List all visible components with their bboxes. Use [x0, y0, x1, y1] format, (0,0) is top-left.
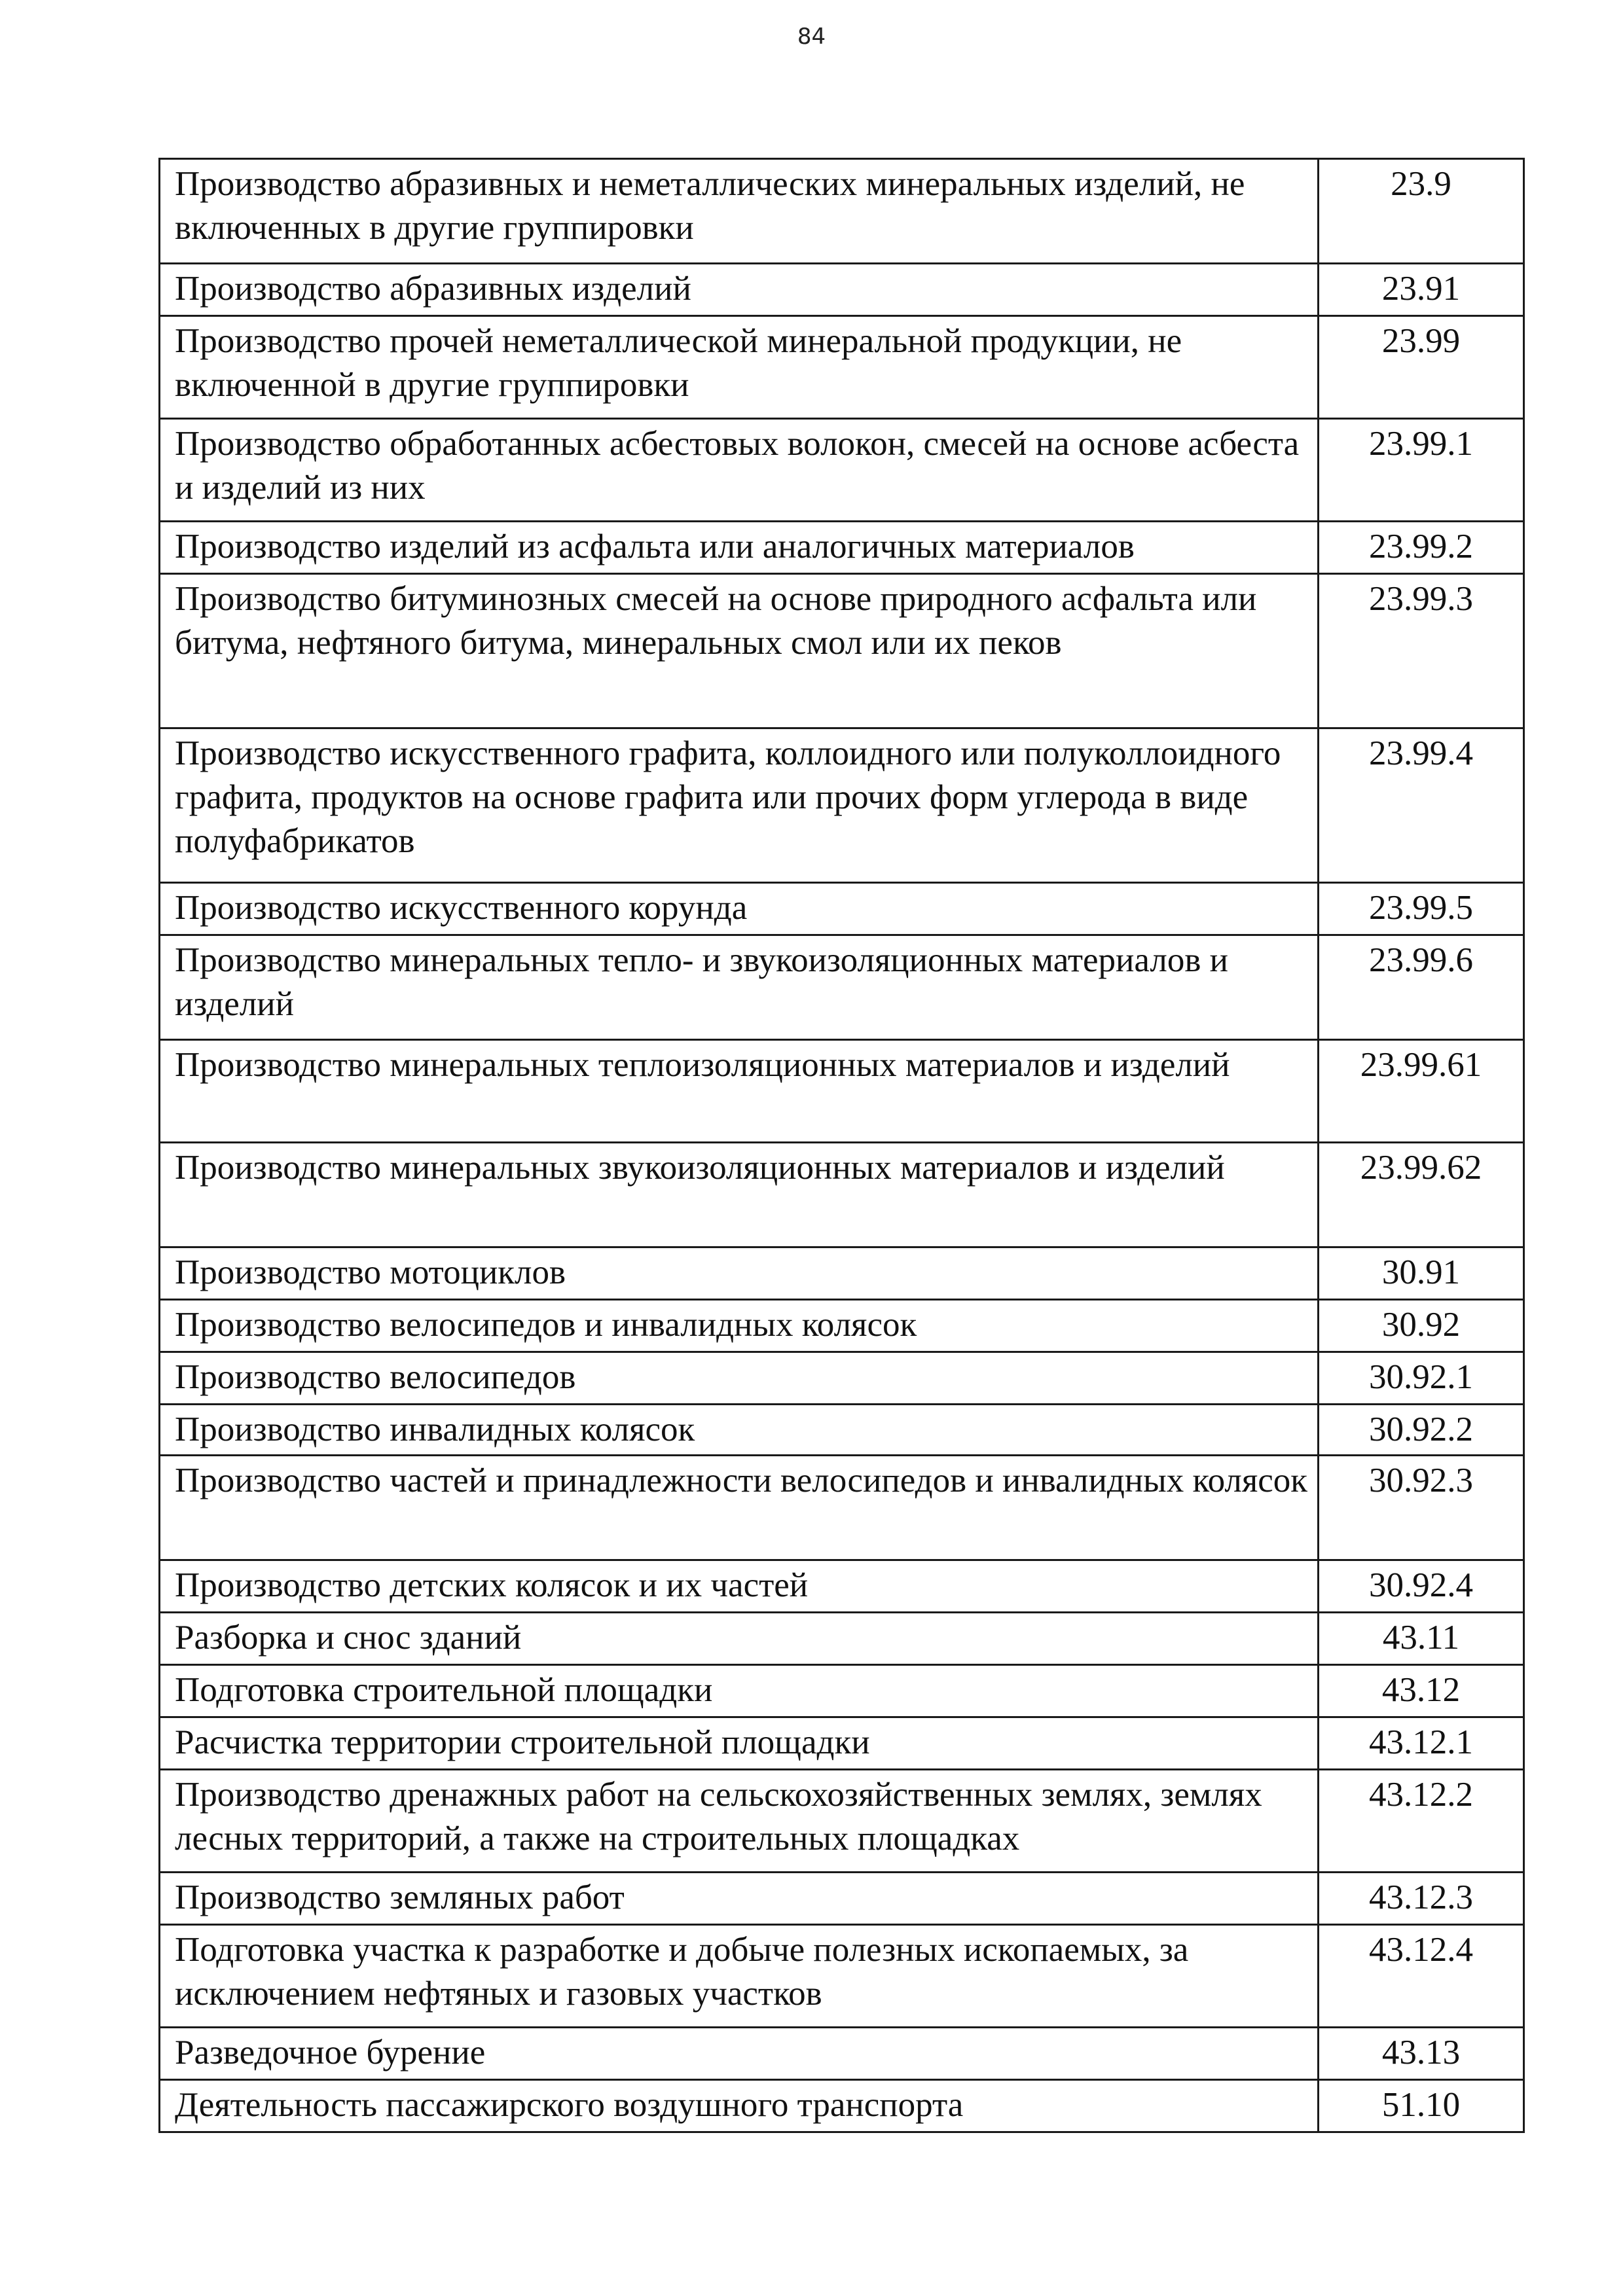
activity-code-cell: 23.9 — [1319, 159, 1524, 264]
activity-code-cell: 23.99.5 — [1319, 883, 1524, 935]
activity-code-cell: 43.12.1 — [1319, 1717, 1524, 1770]
table-row — [160, 1717, 1524, 1770]
table-row — [160, 1352, 1524, 1405]
activity-name-cell: Производство минеральных звукоизоляционных материалов и изделий — [160, 1143, 1319, 1247]
activity-name-cell: Производство изделий из асфальта или аналогичных материалов — [160, 522, 1319, 574]
activity-name-cell: Производство битуминозных смесей на основе природного асфальта или битума, нефтяного битума, минеральных смол или их пеков — [160, 574, 1319, 728]
activity-name-cell: Разведочное бурение — [160, 2028, 1319, 2080]
activity-code-cell: 30.92.4 — [1319, 1560, 1524, 1613]
activity-code-cell: 23.99.62 — [1319, 1143, 1524, 1247]
activity-name-cell: Производство земляных работ — [160, 1873, 1319, 1925]
activity-code-cell: 43.12.3 — [1319, 1873, 1524, 1925]
activity-name-cell: Производство искусственного корунда — [160, 883, 1319, 935]
activity-code-cell: 23.99.1 — [1319, 419, 1524, 522]
table-row — [160, 159, 1524, 264]
activity-name-cell: Подготовка строительной площадки — [160, 1665, 1319, 1717]
activity-name-cell: Производство минеральных теплоизоляционных материалов и изделий — [160, 1040, 1319, 1143]
activity-name-cell: Производство искусственного графита, коллоидного или полуколлоидного графита, продуктов на основе графита или прочих форм углерода в виде полуфабрикатов — [160, 728, 1319, 883]
activity-code-cell: 30.92.2 — [1319, 1405, 1524, 1456]
table-row — [160, 522, 1524, 574]
activity-code-cell: 23.99.4 — [1319, 728, 1524, 883]
activity-name-cell: Производство мотоциклов — [160, 1247, 1319, 1300]
activity-code-cell: 30.91 — [1319, 1247, 1524, 1300]
activity-code-cell: 43.13 — [1319, 2028, 1524, 2080]
table-row — [160, 264, 1524, 316]
table-row — [160, 2080, 1524, 2132]
activity-name-cell: Производство абразивных и неметаллических минеральных изделий, не включенных в другие группировки — [160, 159, 1319, 264]
activity-code-cell: 43.12.2 — [1319, 1770, 1524, 1873]
activity-code-cell: 23.91 — [1319, 264, 1524, 316]
activity-code-cell: 30.92.1 — [1319, 1352, 1524, 1405]
table-row — [160, 883, 1524, 935]
activity-name-cell: Подготовка участка к разработке и добыче полезных ископаемых, за исключением нефтяных и газовых участков — [160, 1925, 1319, 2028]
table-row — [160, 1613, 1524, 1665]
activity-code-cell: 43.11 — [1319, 1613, 1524, 1665]
activity-code-cell: 30.92.3 — [1319, 1456, 1524, 1560]
table-row — [160, 1300, 1524, 1352]
activity-code-table — [158, 158, 1525, 2133]
table-row — [160, 1925, 1524, 2028]
activity-name-cell: Производство прочей неметаллической минеральной продукции, не включенной в другие группировки — [160, 316, 1319, 419]
table-row — [160, 1040, 1524, 1143]
table-row — [160, 1560, 1524, 1613]
activity-name-cell: Разборка и снос зданий — [160, 1613, 1319, 1665]
table-row — [160, 1456, 1524, 1560]
table-row — [160, 1405, 1524, 1456]
activity-code-cell: 43.12 — [1319, 1665, 1524, 1717]
activity-code-cell: 23.99.2 — [1319, 522, 1524, 574]
activity-name-cell: Производство велосипедов — [160, 1352, 1319, 1405]
activity-name-cell: Производство частей и принадлежности велосипедов и инвалидных колясок — [160, 1456, 1319, 1560]
activity-code-cell: 30.92 — [1319, 1300, 1524, 1352]
activity-name-cell: Производство инвалидных колясок — [160, 1405, 1319, 1456]
table-row — [160, 1770, 1524, 1873]
activity-code-cell: 23.99.61 — [1319, 1040, 1524, 1143]
table-row — [160, 1665, 1524, 1717]
table-row — [160, 1143, 1524, 1247]
activity-code-cell: 23.99.6 — [1319, 935, 1524, 1040]
activity-code-cell: 23.99.3 — [1319, 574, 1524, 728]
table-row — [160, 316, 1524, 419]
activity-name-cell: Производство детских колясок и их частей — [160, 1560, 1319, 1613]
table-row — [160, 574, 1524, 728]
table-row — [160, 1873, 1524, 1925]
activity-code-cell: 43.12.4 — [1319, 1925, 1524, 2028]
activity-code-cell: 51.10 — [1319, 2080, 1524, 2132]
table-row — [160, 419, 1524, 522]
activity-name-cell: Деятельность пассажирского воздушного транспорта — [160, 2080, 1319, 2132]
activity-name-cell: Производство велосипедов и инвалидных колясок — [160, 1300, 1319, 1352]
activity-name-cell: Производство абразивных изделий — [160, 264, 1319, 316]
table-row — [160, 728, 1524, 883]
table-row — [160, 1247, 1524, 1300]
activity-name-cell: Расчистка территории строительной площадки — [160, 1717, 1319, 1770]
page-number: 84 — [797, 24, 826, 50]
table-row — [160, 2028, 1524, 2080]
activity-name-cell: Производство обработанных асбестовых волокон, смесей на основе асбеста и изделий из них — [160, 419, 1319, 522]
activity-code-cell: 23.99 — [1319, 316, 1524, 419]
activity-name-cell: Производство дренажных работ на сельскохозяйственных землях, землях лесных территорий, а также на строительных площадках — [160, 1770, 1319, 1873]
activity-name-cell: Производство минеральных тепло- и звукоизоляционных материалов и изделий — [160, 935, 1319, 1040]
table-row — [160, 935, 1524, 1040]
